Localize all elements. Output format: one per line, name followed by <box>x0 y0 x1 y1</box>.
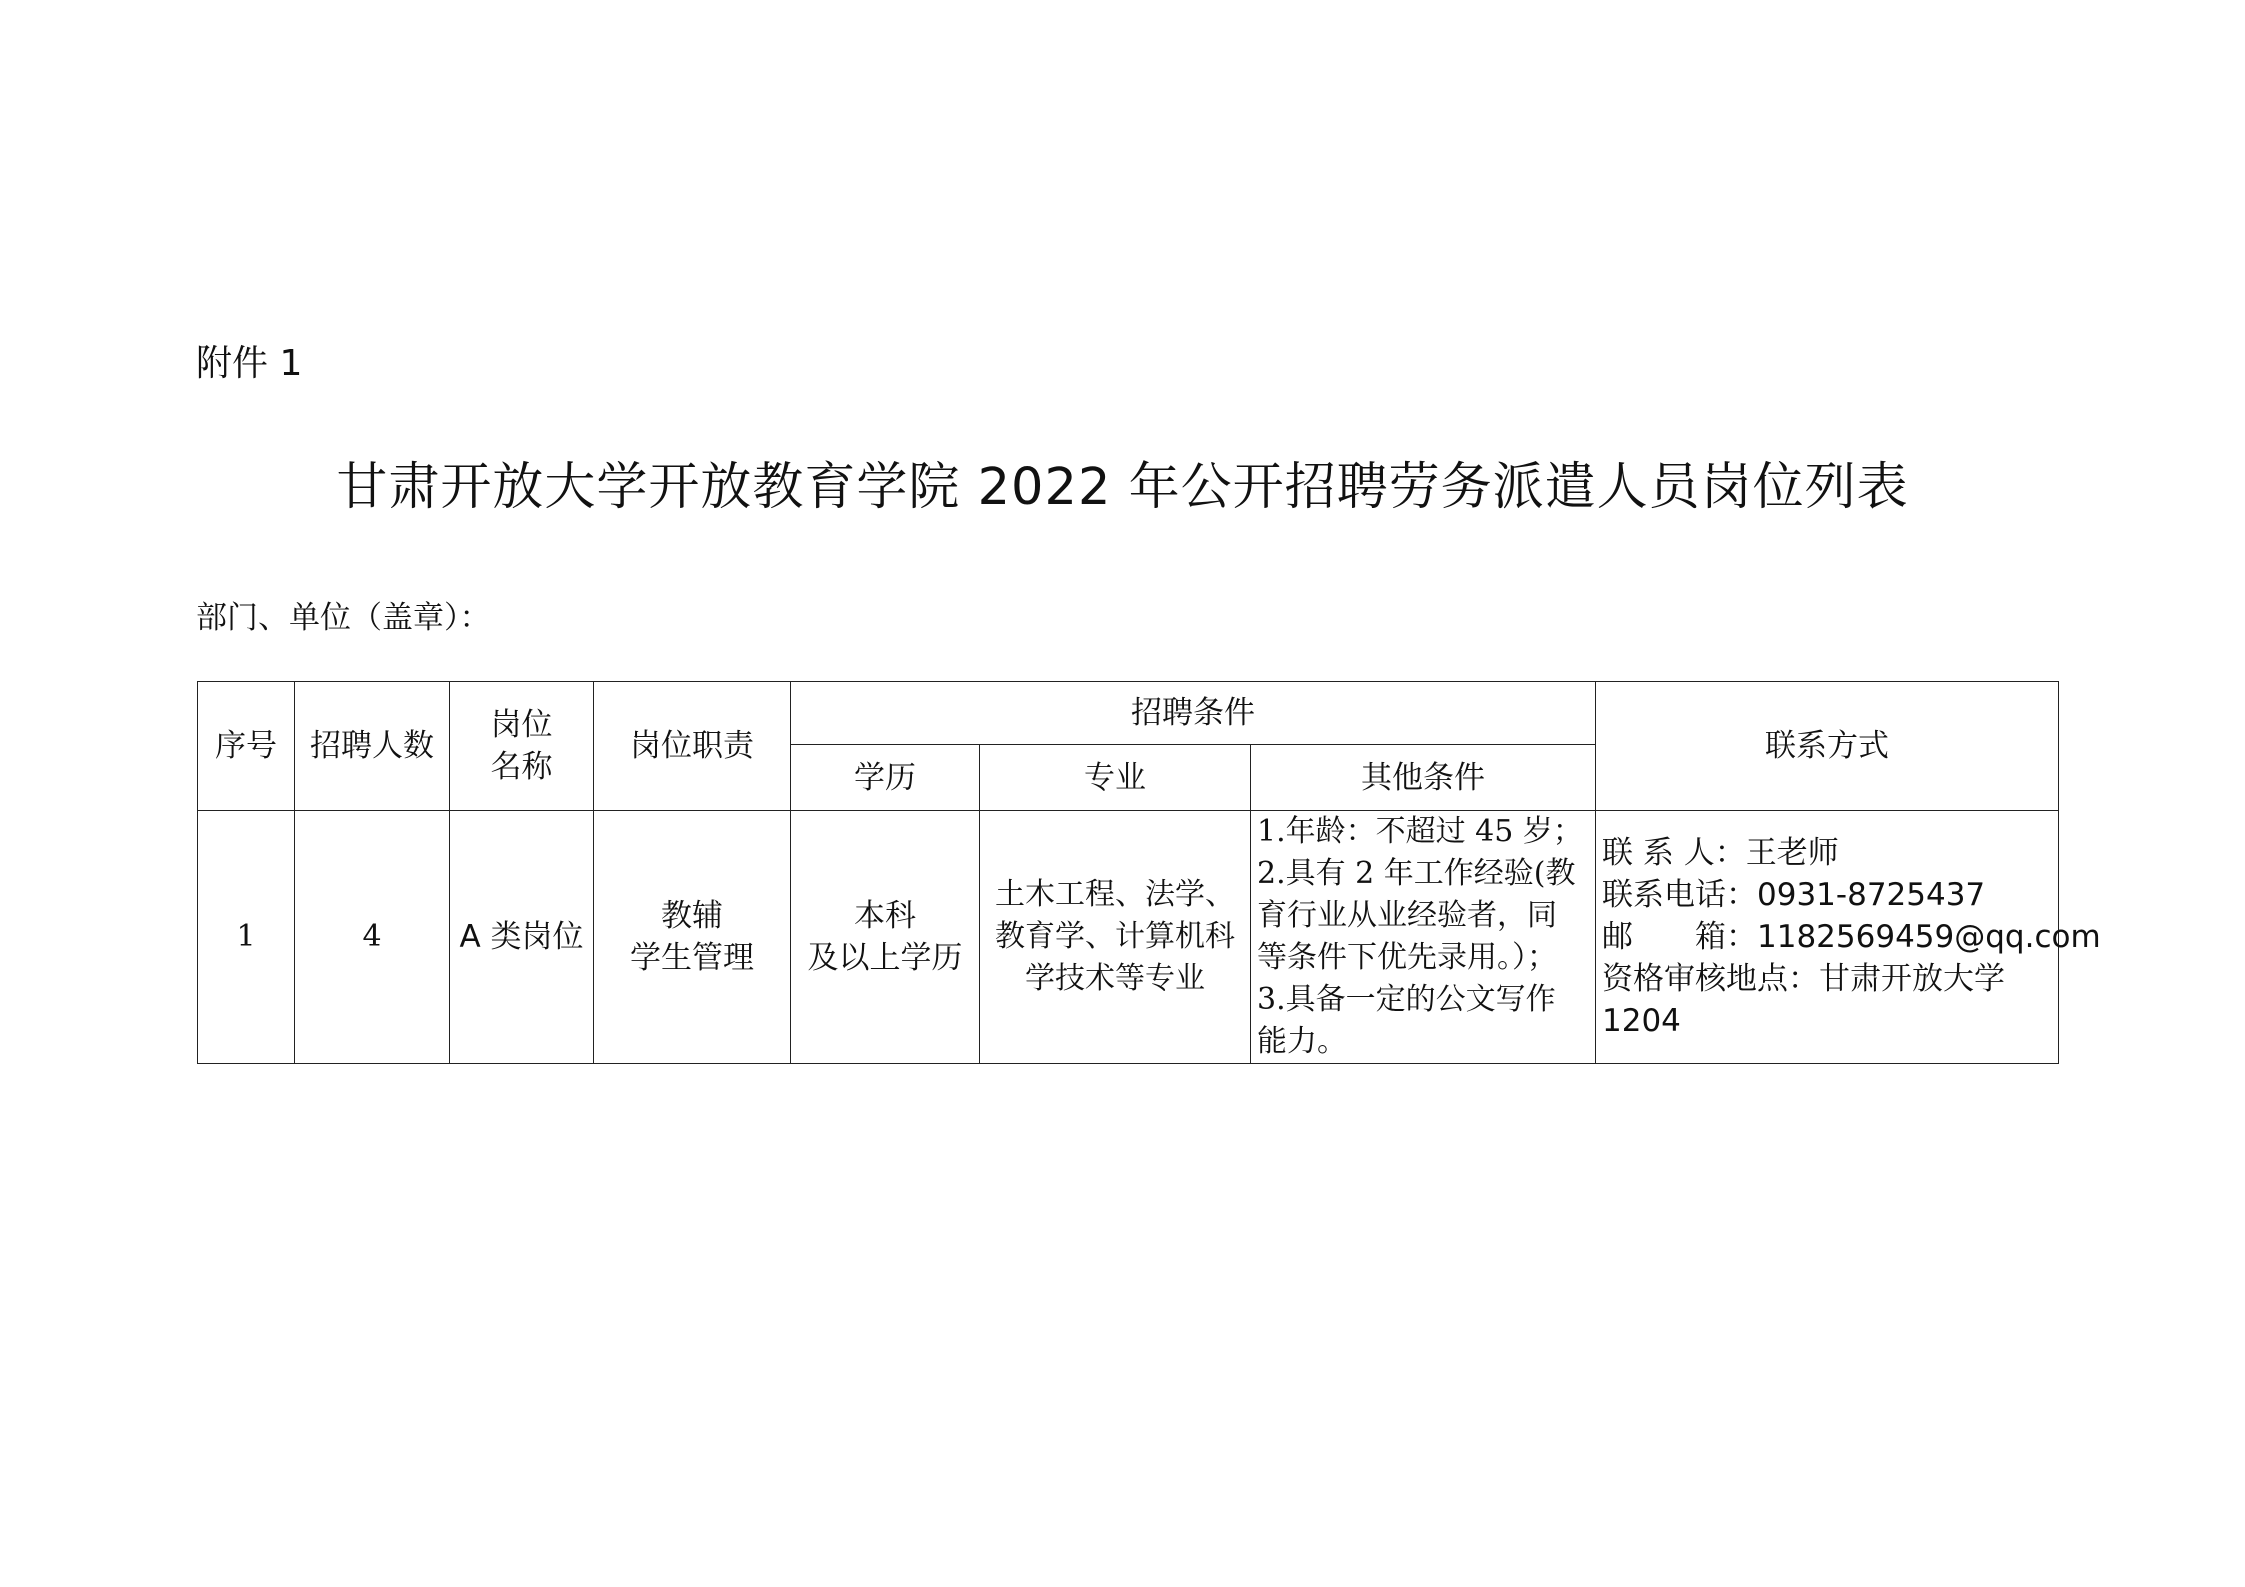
review-location-label: 资格审核地点： <box>1602 961 1820 997</box>
cell-position: A 类岗位 <box>450 811 594 1064</box>
header-position-name-line1: 岗位 <box>490 707 553 743</box>
review-room-line <box>1602 1000 2054 1042</box>
other-line-3: 育行业从业经验者，同 <box>1257 898 1557 933</box>
cell-major-line3: 学技术等专业 <box>1025 961 1205 996</box>
contact-person: 王老师 <box>1745 835 1839 871</box>
other-line-1: 1.年龄：不超过 45 岁； <box>1257 814 1583 849</box>
header-education: 学历 <box>791 745 980 811</box>
header-conditions-group: 招聘条件 <box>791 682 1596 745</box>
other-line-4: 等条件下优先录用。）； <box>1257 940 1557 975</box>
position-table <box>197 681 2101 1064</box>
cell-duties-line2: 学生管理 <box>630 940 754 976</box>
cell-contact <box>1596 811 2101 1064</box>
header-position-name-line2: 名称 <box>490 749 553 785</box>
cell-education-line1: 本科 <box>854 898 916 934</box>
cell-major <box>980 811 1251 1064</box>
header-index: 序号 <box>198 682 295 811</box>
header-major: 专业 <box>980 745 1251 811</box>
cell-education <box>791 811 980 1064</box>
page-title: 甘肃开放大学开放教育学院 2022 年公开招聘劳务派遣人员岗位列表 <box>336 458 1909 517</box>
contact-email-line <box>1602 916 2101 958</box>
cell-index: 1 <box>198 811 295 1064</box>
other-line-2: 2.具有 2 年工作经验(教 <box>1257 856 1576 891</box>
other-line-6: 能力。 <box>1257 1024 1347 1059</box>
contact-person-label: 联 系 人： <box>1602 835 1746 871</box>
header-other: 其他条件 <box>1251 745 1596 811</box>
other-line-5: 3.具备一定的公文写作 <box>1257 982 1556 1017</box>
contact-email[interactable]: 1182569459@qq.com <box>1757 919 2101 955</box>
cell-major-line2: 教育学、计算机科 <box>995 919 1235 954</box>
table-row <box>198 811 2059 1064</box>
contact-phone-line <box>1602 874 2054 916</box>
review-room: 1204 <box>1602 1003 1681 1039</box>
contact-phone: 0931-8725437 <box>1757 877 1986 913</box>
header-position-name <box>450 682 594 811</box>
cell-other-conditions <box>1251 811 1596 1064</box>
department-seal-label: 部门、单位（盖章）： <box>196 600 491 636</box>
cell-duties <box>594 811 791 1064</box>
header-contact: 联系方式 <box>1596 682 2059 811</box>
contact-person-line <box>1602 832 2054 874</box>
header-count: 招聘人数 <box>295 682 450 811</box>
review-location: 甘肃开放大学 <box>1819 961 2006 997</box>
cell-education-line2: 及以上学历 <box>807 940 963 976</box>
cell-major-line1: 土木工程、法学、 <box>995 877 1235 912</box>
cell-duties-line1: 教辅 <box>661 898 723 934</box>
cell-count: 4 <box>295 811 450 1064</box>
contact-email-label: 邮 箱： <box>1602 919 1758 955</box>
header-row-1 <box>198 682 2059 745</box>
header-duties: 岗位职责 <box>594 682 791 811</box>
review-location-line <box>1602 958 2054 1000</box>
attachment-label: 附件 1 <box>196 343 303 384</box>
contact-phone-label: 联系电话： <box>1602 877 1758 913</box>
